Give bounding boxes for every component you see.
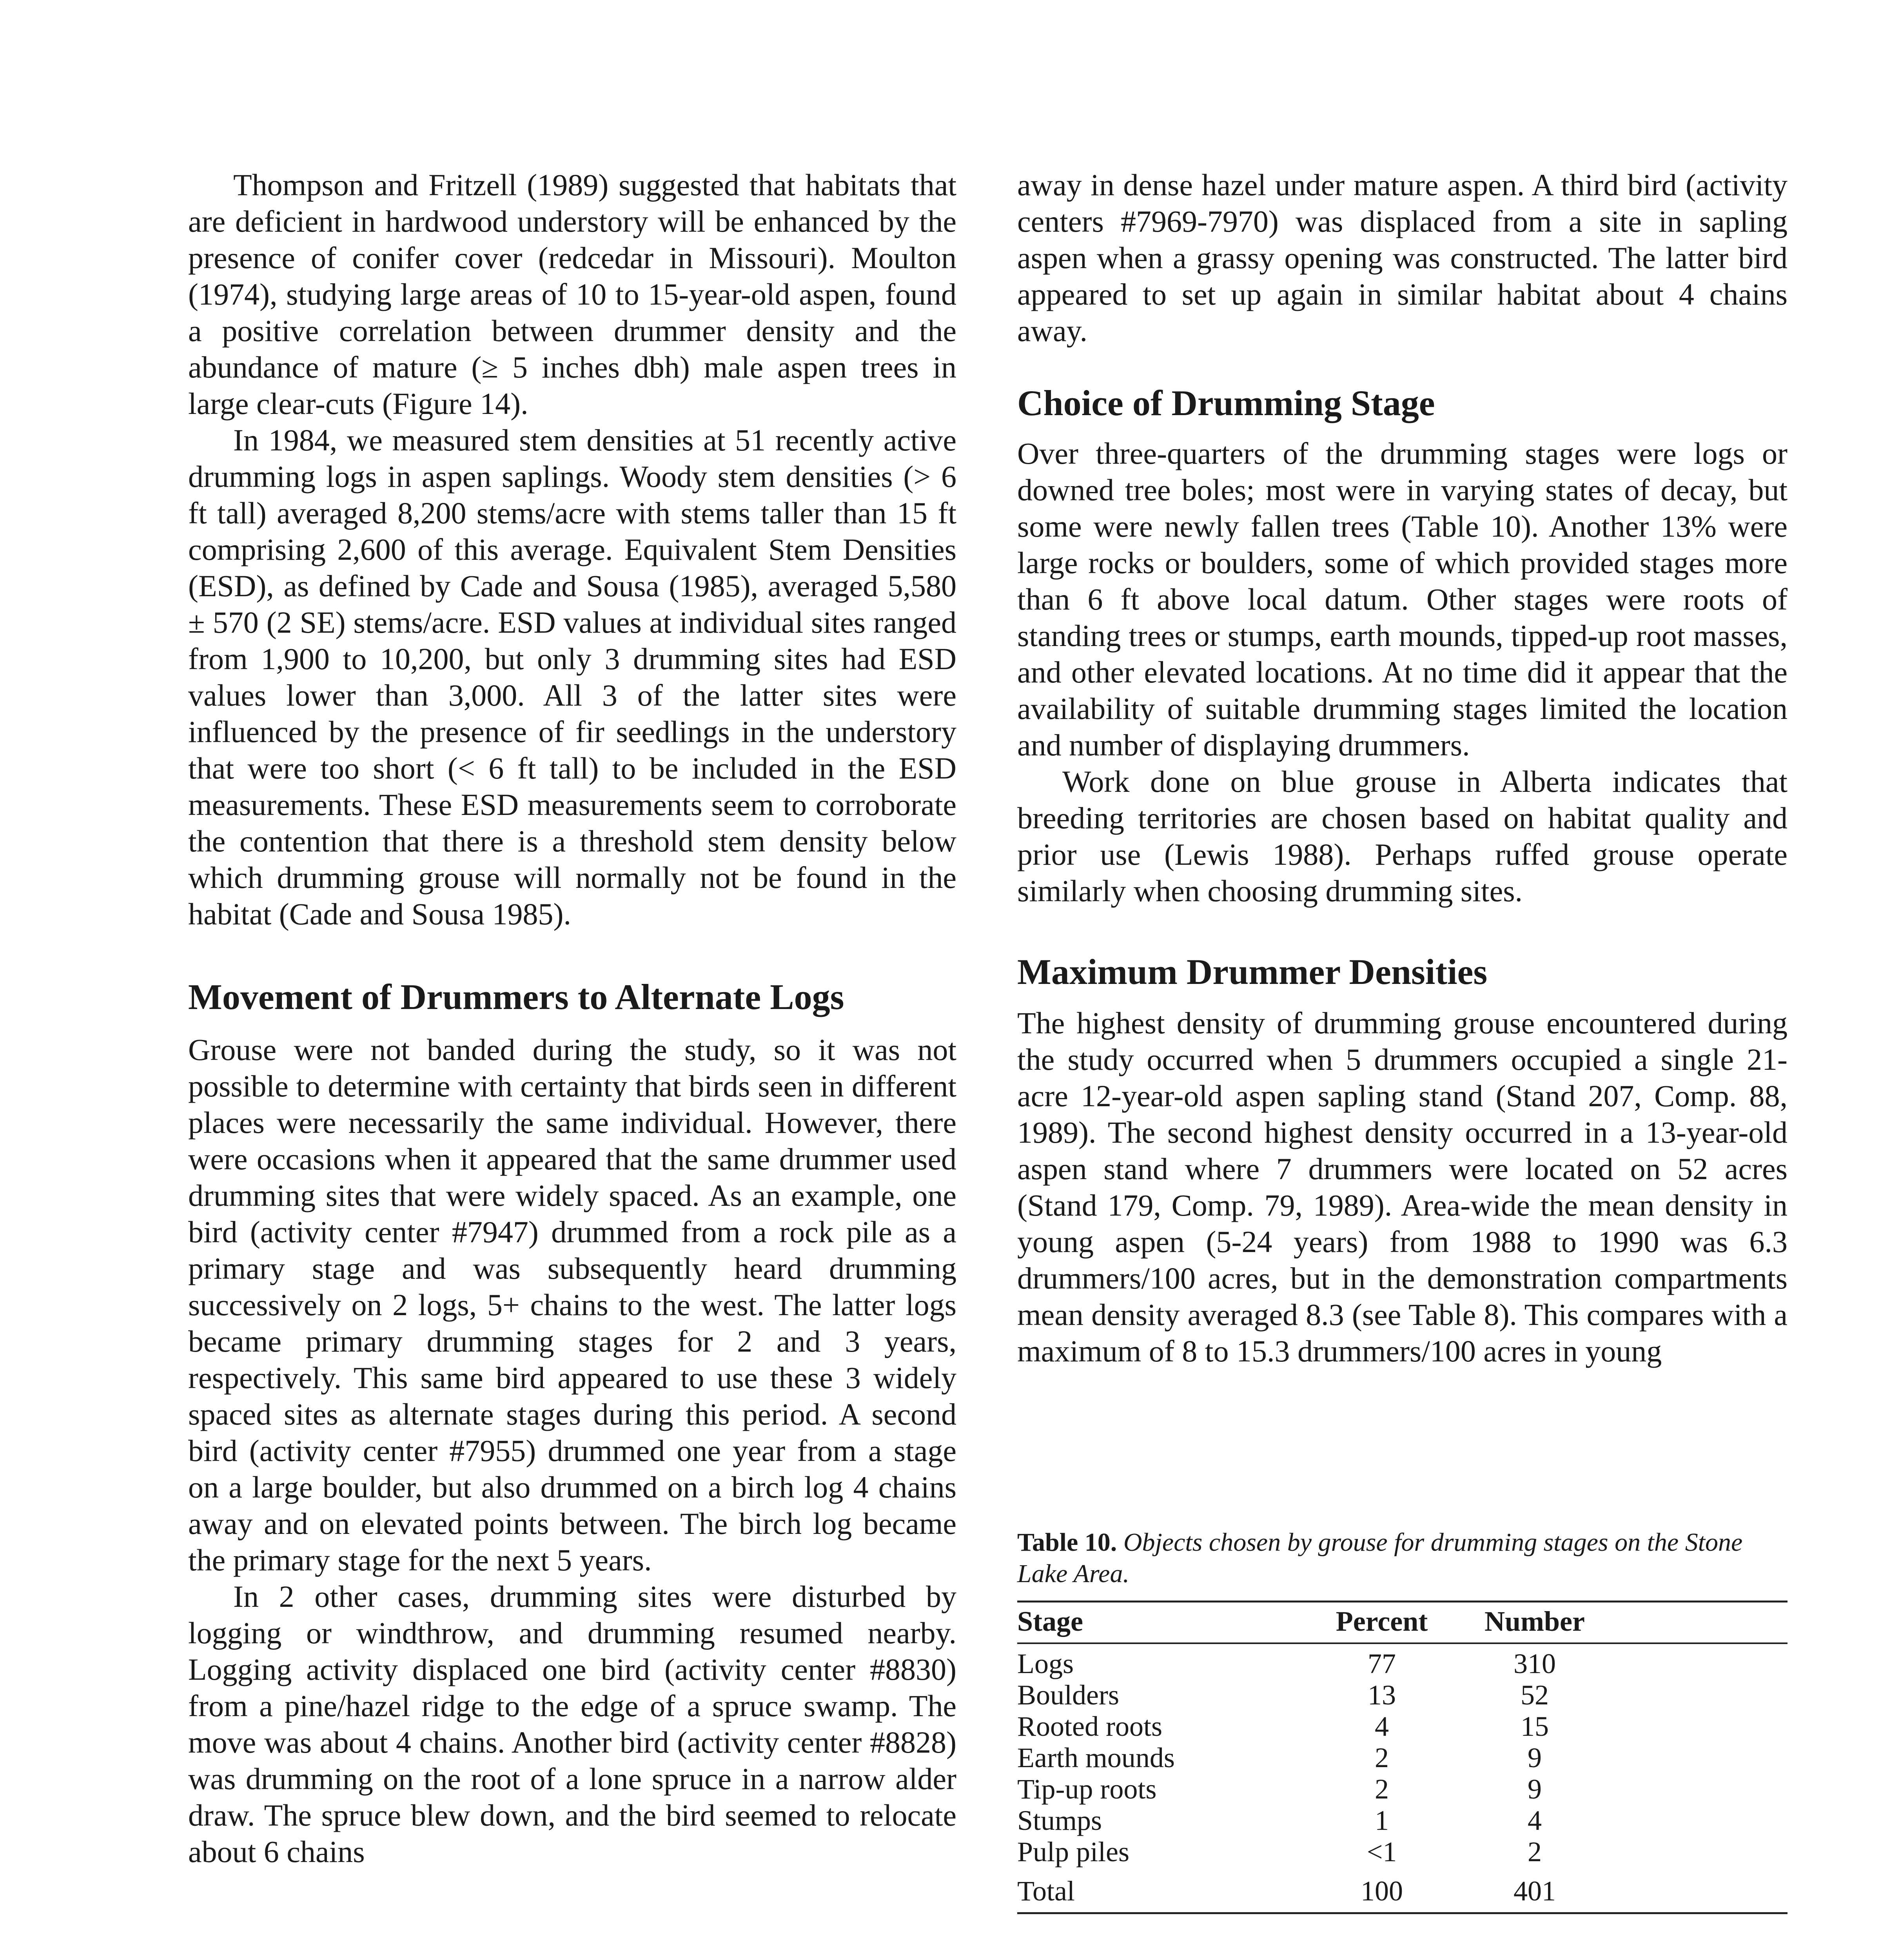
table-10-header-percent: Percent (1284, 1602, 1480, 1644)
table-10-caption (1017, 1527, 1788, 1590)
table-cell: 2 (1528, 1836, 1542, 1867)
table-total-row (1017, 1867, 1788, 1913)
table-row (1017, 1742, 1788, 1773)
table-row (1017, 1805, 1788, 1836)
left-paragraph-4: In 2 other cases, drumming sites were disturbed by logging or windthrow, and drumming resumed nearby. Logging activity displaced one bird (activity center #8830) from a pine/hazel ridge to the edge of a spruce swamp. The move was about 4 chains. Another bird (activity center #8828) was drumming on the root of a lone spruce in a narrow alder draw. The spruce blew down, and the bird seemed to relocate about 6 chains (188, 1579, 956, 1869)
table-10-header-stage: Stage (1017, 1602, 1284, 1644)
table-cell: 15 (1521, 1711, 1549, 1742)
table-cell: <1 (1367, 1836, 1397, 1867)
table-cell: 4 (1528, 1805, 1542, 1836)
table-row (1017, 1836, 1788, 1867)
right-column (1017, 167, 1788, 1369)
heading-maximum-drummer-densities: Maximum Drummer Densities (1017, 952, 1488, 992)
table-cell: Rooted roots (1017, 1711, 1162, 1742)
table-row (1017, 1773, 1788, 1805)
right-paragraph-3: Work done on blue grouse in Alberta indicates that breeding territories are chosen based on habitat quality and prior use (Lewis 1988). Perhaps ruffed grouse operate similarly when choosing drumming sites. (1017, 764, 1788, 908)
table-cell: 52 (1521, 1679, 1549, 1711)
table-cell: Earth mounds (1017, 1742, 1175, 1773)
table-cell: 13 (1368, 1679, 1396, 1711)
table-10 (1017, 1527, 1788, 1914)
table-10-label: Table 10. (1017, 1528, 1117, 1557)
left-column (188, 167, 956, 1870)
left-paragraph-2: In 1984, we measured stem densities at 51 recently active drumming logs in aspen saplings. Woody stem densities (> 6 ft tall) averaged 8,200 stems/acre with stems taller than 15 ft comprising 2,600 of this average. Equivalent Stem Densities (ESD), as defined by Cade and Sousa (1985), averaged 5,580 ± 570 (2 SE) stems/acre. ESD values at individual sites ranged from 1,900 to 10,200, but only 3 drumming sites had ESD values lower than 3,000. All 3 of the latter sites were influenced by the presence of fir seedlings in the understory that were too short (< 6 ft tall) to be included in the ESD measurements. These ESD measurements seem to corroborate the contention that there is a threshold stem density below which drumming grouse will normally not be found in the habitat (Cade and Sousa 1985). (188, 423, 956, 931)
table-cell: 310 (1514, 1648, 1556, 1679)
table-cell: Total (1017, 1867, 1284, 1913)
right-paragraph-4: The highest density of drumming grouse encountered during the study occurred when 5 drummers occupied a single 21-acre 12-year-old aspen sapling stand (Stand 207, Comp. 88, 1989). The second highest density occurred in a 13-year-old aspen stand where 7 drummers were located on 52 acres (Stand 179, Comp. 79, 1989). Area-wide the mean density in young aspen (5-24 years) from 1988 to 1990 was 6.3 drummers/100 acres, but in the demonstration compartments mean density averaged 8.3 (see Table 8). This compares with a maximum of 8 to 15.3 drummers/100 acres in young (1017, 1006, 1788, 1368)
table-cell: 77 (1368, 1648, 1396, 1679)
table-cell: 2 (1375, 1773, 1389, 1805)
heading-movement-of-drummers: Movement of Drummers to Alternate Logs (188, 977, 844, 1017)
left-paragraph-1: Thompson and Fritzell (1989) suggested that habitats that are deficient in hardwood understory will be enhanced by the presence of conifer cover (redcedar in Missouri). Moulton (1974), studying large areas of 10 to 15-year-old aspen, found a positive correlation between drummer density and the abundance of mature (≥ 5 inches dbh) male aspen trees in large clear-cuts (Figure 14). (188, 168, 956, 421)
table-cell: 100 (1284, 1867, 1480, 1913)
table-cell: Logs (1017, 1648, 1074, 1679)
table-cell: 1 (1375, 1805, 1389, 1836)
table-row (1017, 1711, 1788, 1742)
table-cell: 401 (1480, 1867, 1590, 1913)
table-cell: Boulders (1017, 1679, 1119, 1711)
table-cell: 9 (1528, 1742, 1542, 1773)
table-cell: 4 (1375, 1711, 1389, 1742)
table-cell: 2 (1375, 1742, 1389, 1773)
table-cell: Stumps (1017, 1805, 1102, 1836)
left-paragraph-3: Grouse were not banded during the study, so it was not possible to determine with certainty that birds seen in different places were necessarily the same individual. However, there were occasions when it appeared that the same drummer used drumming sites that were widely spaced. As an example, one bird (activity center #7947) drummed from a rock pile as a primary stage and was subsequently heard drumming successively on 2 logs, 5+ chains to the west. The latter logs became primary drumming stages for 2 and 3 years, respectively. This same bird appeared to use these 3 widely spaced sites as alternate stages during this period. A second bird (activity center #7955) drummed one year from a stage on a large boulder, but also drummed on a birch log 4 chains away and on elevated points between. The birch log became the primary stage for the next 5 years. (188, 1033, 956, 1577)
table-cell: Tip-up roots (1017, 1773, 1157, 1805)
table-cell: Pulp piles (1017, 1836, 1130, 1867)
table-cell: 9 (1528, 1773, 1542, 1805)
table-10-grid (1017, 1601, 1788, 1914)
right-paragraph-1: away in dense hazel under mature aspen. A third bird (activity centers #7969-7970) was displaced from a site in sapling aspen when a grassy opening was constructed. The latter bird appeared to set up again in similar habitat about 4 chains away. (1017, 168, 1788, 348)
table-10-header-number: Number (1480, 1602, 1590, 1644)
table-10-header-spacer (1590, 1602, 1788, 1644)
right-paragraph-2: Over three-quarters of the drumming stages were logs or downed tree boles; most were in varying states of decay, but some were newly fallen trees (Table 10). Another 13% were large rocks or boulders, some of which provided stages more than 6 ft above local datum. Other stages were roots of standing trees or stumps, earth mounds, tipped-up root masses, and other elevated locations. At no time did it appear that the availability of suitable drumming stages limited the location and number of displaying drummers. (1017, 436, 1788, 762)
table-row (1017, 1643, 1788, 1679)
table-10-caption-text: Objects chosen by grouse for drumming stages on the Stone Lake Area. (1017, 1528, 1743, 1588)
table-row (1017, 1679, 1788, 1711)
heading-choice-of-drumming-stage: Choice of Drumming Stage (1017, 383, 1435, 423)
